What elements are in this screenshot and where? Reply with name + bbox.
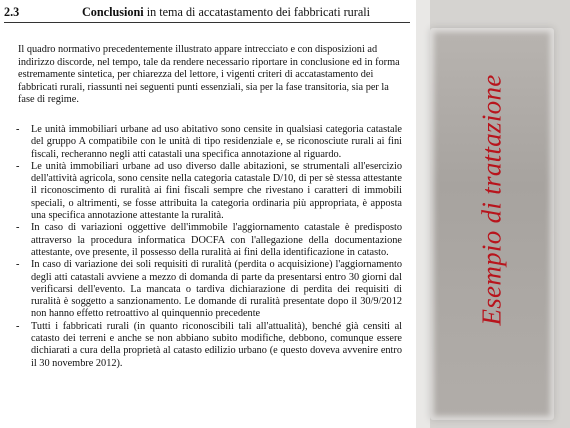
list-item-text: Le unità immobiliari urbane ad uso diverso dalle abitazioni, se strumentali all'esercizio dell'attività agricola, sono censite nella categoria catastale D/10, di per sè stessa attestante il riconoscimento di ruralità ai fini fiscali sempre che rivestano i caratteri di immobili speciali, o altrimenti, se fosse attribuita la categoria ordinaria più appropriata, è apposta una specifica annotazione attestante la ruralità.: [31, 160, 402, 222]
bullet-list: [10, 124, 402, 370]
list-item: [10, 321, 402, 370]
sidebar-vertical-title: Esempio di trattazione: [476, 74, 507, 326]
list-item: [10, 124, 402, 161]
bullet-dash: -: [16, 124, 20, 135]
list-item-text: Tutti i fabbricati rurali (in quanto riconoscibili tali all'attualità), benché già censiti al catasto dei terreni e anche se non abbiano subito modifiche, debbono, comunque essere dichiarati a cura della proprietà al catasto edilizio urbano (e questo doveva avvenire entro il 30 novembre 2012).: [31, 320, 402, 369]
list-item: [10, 161, 402, 222]
sidebar-stripe: [416, 0, 430, 428]
section-title-rest: in tema di accatastamento dei fabbricati rurali: [143, 5, 371, 19]
bullet-dash: -: [16, 259, 20, 271]
section-number: 2.3: [4, 5, 20, 19]
list-item: [10, 259, 402, 320]
list-item: [10, 222, 402, 259]
intro-paragraph: Il quadro normativo precedentemente illustrato appare intrecciato e con disposizioni ad indirizzo discorde, nel tempo, tale da rendere necessario riportare in conclusione ed in forma estremamente sintetica, per chiarezza del lettore, i vigenti criteri di accatastamento dei fabbricati rurali, riassunti nei seguenti punti essenziali, sia per la fase transitoria, sia per la fase di regime.: [18, 44, 400, 106]
section-title-bold: Conclusioni: [82, 5, 144, 19]
list-item-text: In caso di variazioni oggettive dell'immobile l'aggiornamento catastale è predisposto attraverso la procedura informatica DOCFA con l'allegazione della documentazione attestante, ove presente, il possesso della ruralità ai fini della identificazione in catasto.: [31, 222, 402, 258]
list-item-text: Le unità immobiliari urbane ad uso abitativo sono censite in qualsiasi categoria catastale del gruppo A compatibile con le unità di tipo residenziale e, se riconosciute rurali ai fini fiscali, recheranno negli atti catastali una specifica annotazione al riguardo.: [31, 124, 402, 160]
section-heading: [4, 5, 409, 20]
slide-sidebar: [416, 0, 570, 428]
list-item-text: In caso di variazione dei soli requisiti di ruralità (perdita o acquisizione) l'aggiornamento degli atti catastali avviene a mezzo di domanda di parte da presentarsi entro 30 giorni dal verificarsi dell'evento. La mancata o tardiva dichiarazione di perdita dei requisiti di ruralità è soggetto a sanzionamento. Le domande di ruralità presentate dopo il 30/9/2012 non hanno effetto retroattivo al quinquennio precedente: [31, 259, 402, 320]
bullet-dash: -: [16, 160, 20, 172]
heading-rule: [4, 22, 410, 23]
bullet-dash: -: [16, 222, 20, 234]
bullet-dash: -: [16, 320, 20, 332]
